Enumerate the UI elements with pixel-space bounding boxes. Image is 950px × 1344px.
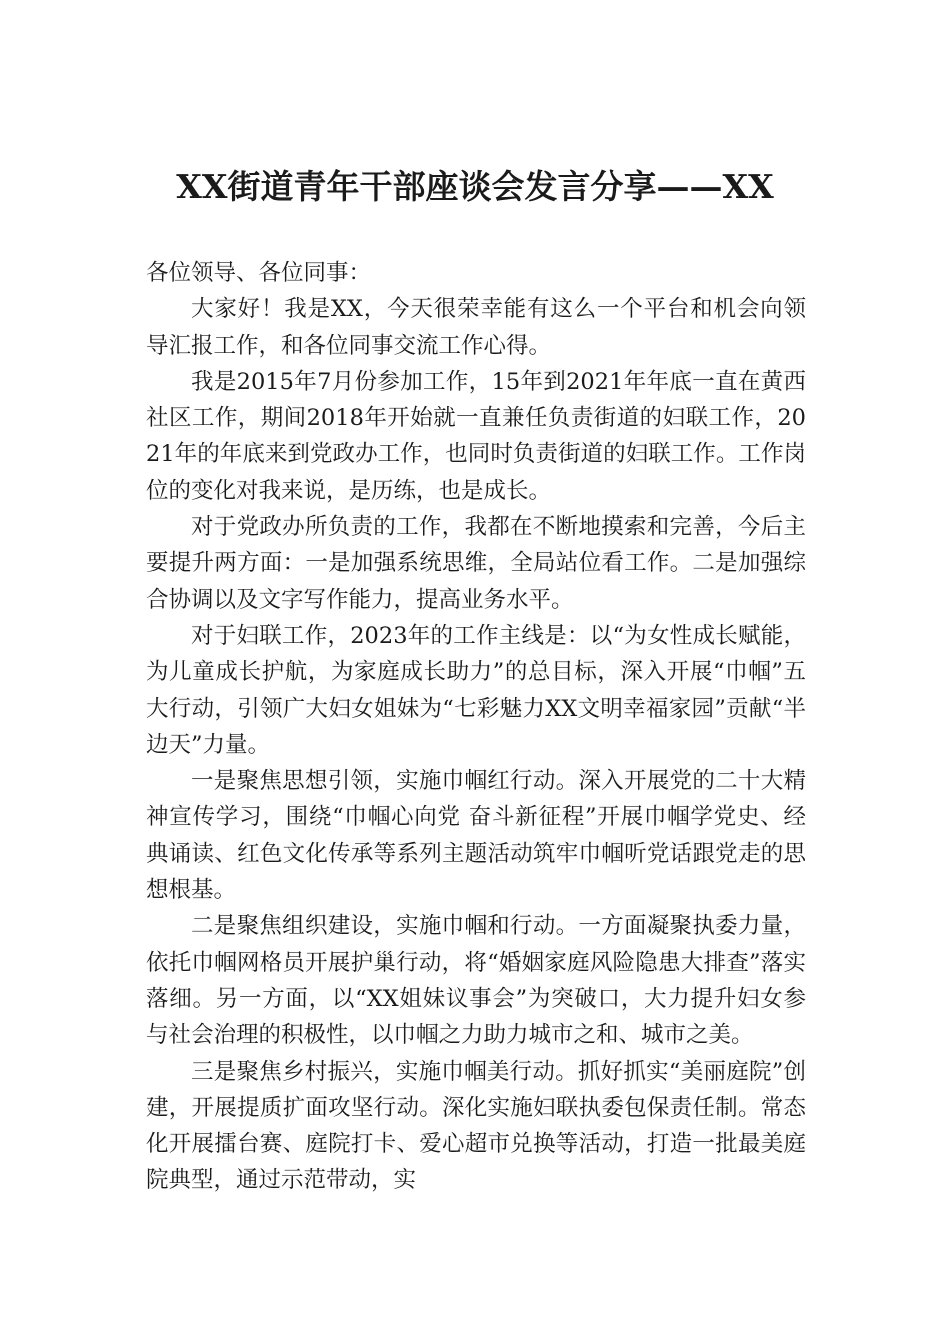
document-body	[146, 255, 806, 1199]
paragraph-work-history: 我是2015年7月份参加工作，15年到2021年年底一直在黄西社区工作，期间2018年开始就一直兼任负责街道的妇联工作，2021年的年底来到党政办工作，也同时负责街道的妇联工作。工作岗位的变化对我来说，是历练，也是成长。	[146, 368, 806, 504]
paragraph-point-one: 一是聚焦思想引领，实施巾帼红行动。深入开展党的二十大精神宣传学习，围绕“巾帼心向党 奋斗新征程”开展巾帼学党史、经典诵读、红色文化传承等系列主题活动筑牢巾帼听党话跟党走的思想根基。	[146, 768, 806, 904]
paragraph-point-three: 三是聚焦乡村振兴，实施巾帼美行动。抓好抓实“美丽庭院”创建，开展提质扩面攻坚行动。深化实施妇联执委包保责任制。常态化开展擂台赛、庭院打卡、爱心超市兑换等活动，打造一批最美庭院典型，通过示范带动，实	[146, 1058, 806, 1194]
paragraph-greeting: 大家好！我是XX，今天很荣幸能有这么一个平台和机会向领导汇报工作，和各位同事交流工作心得。	[146, 296, 806, 359]
document-title: XX街道青年干部座谈会发言分享——XX	[176, 167, 774, 206]
paragraph-point-two: 二是聚焦组织建设，实施巾帼和行动。一方面凝聚执委力量，依托巾帼网格员开展护巢行动，将“婚姻家庭风险隐患大排查”落实落细。另一方面，以“XX姐妹议事会”为突破口，大力提升妇女参与社会治理的积极性，以巾帼之力助力城市之和、城市之美。	[146, 913, 806, 1049]
paragraph-party-office: 对于党政办所负责的工作，我都在不断地摸索和完善，今后主要提升两方面：一是加强系统思维，全局站位看工作。二是加强综合协调以及文字写作能力，提高业务水平。	[146, 514, 806, 613]
paragraph-womens-federation: 对于妇联工作，2023年的工作主线是：以“为女性成长赋能，为儿童成长护航，为家庭成长助力”的总目标，深入开展“巾帼”五大行动，引领广大妇女姐妹为“七彩魅力XX文明幸福家园”贡献“半边天”力量。	[146, 622, 806, 758]
salutation: 各位领导、各位同事：	[146, 260, 372, 286]
